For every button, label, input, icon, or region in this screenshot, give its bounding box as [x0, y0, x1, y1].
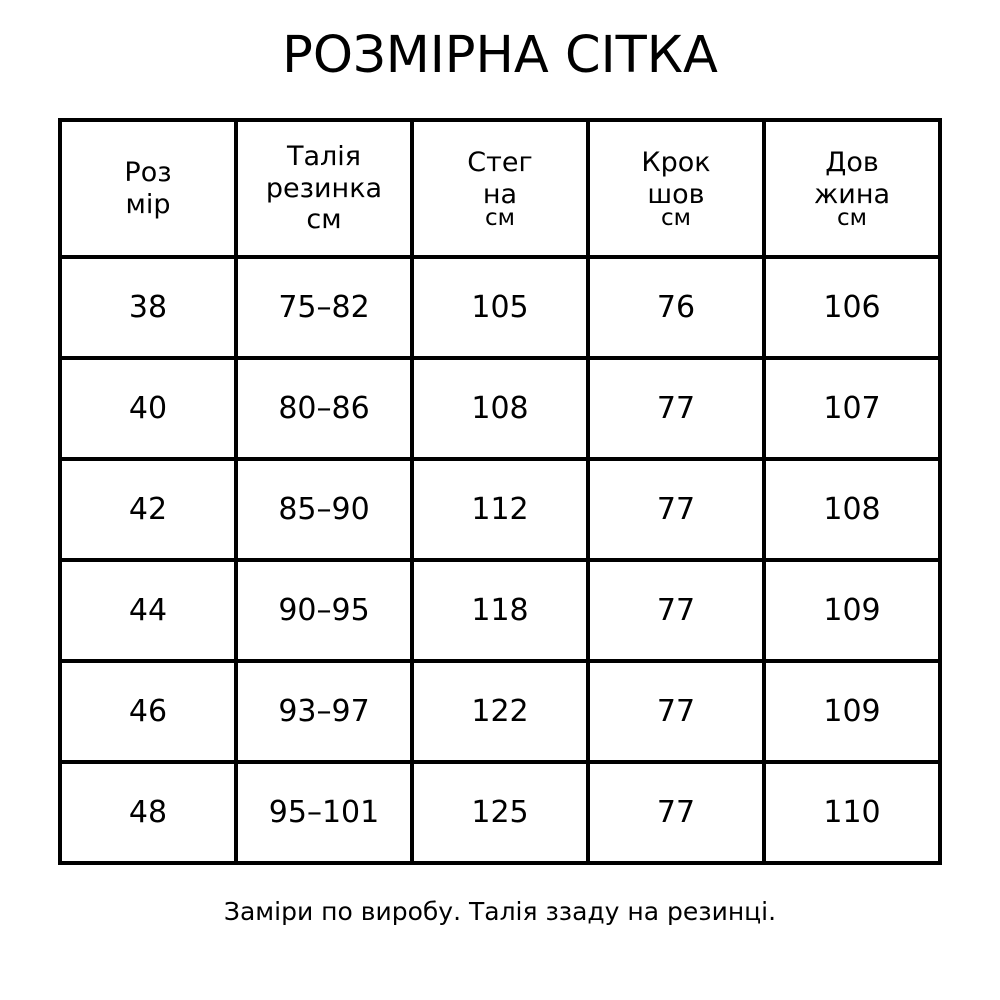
cell-inseam: 77 [588, 661, 764, 762]
cell-hips: 112 [412, 459, 588, 560]
cell-length: 109 [764, 560, 940, 661]
cell-hips: 125 [412, 762, 588, 863]
cell-size: 48 [60, 762, 236, 863]
header-cell-length [764, 120, 940, 257]
cell-waist: 93–97 [236, 661, 412, 762]
table-row [60, 762, 940, 863]
header-line: Крок [641, 146, 711, 178]
header-line: шов [647, 178, 705, 210]
cell-length: 106 [764, 257, 940, 358]
cell-size: 46 [60, 661, 236, 762]
cell-hips: 118 [412, 560, 588, 661]
measurement-note: Заміри по виробу. Талія ззаду на резинці. [223, 897, 777, 926]
cell-length: 110 [764, 762, 940, 863]
cell-waist: 80–86 [236, 358, 412, 459]
cell-inseam: 76 [588, 257, 764, 358]
header-cell-inseam [588, 120, 764, 257]
header-line: резинка [265, 172, 383, 204]
header-line: на [482, 178, 518, 210]
cell-length: 109 [764, 661, 940, 762]
cell-hips: 108 [412, 358, 588, 459]
cell-waist: 85–90 [236, 459, 412, 560]
cell-inseam: 77 [588, 459, 764, 560]
table-row [60, 358, 940, 459]
cell-inseam: 77 [588, 358, 764, 459]
cell-inseam: 77 [588, 762, 764, 863]
header-line: жина [813, 178, 891, 210]
header-line: мір [125, 188, 171, 220]
cell-size: 38 [60, 257, 236, 358]
cell-length: 107 [764, 358, 940, 459]
cell-inseam: 77 [588, 560, 764, 661]
header-cell-waist [236, 120, 412, 257]
cell-size: 40 [60, 358, 236, 459]
header-line: Дов [825, 146, 879, 178]
table-row [60, 459, 940, 560]
header-unit: см [661, 205, 691, 232]
table-row [60, 560, 940, 661]
header-line: Талія [286, 140, 362, 172]
table-row [60, 257, 940, 358]
page-title: РОЗМІРНА СІТКА [282, 26, 718, 85]
cell-hips: 122 [412, 661, 588, 762]
cell-waist: 95–101 [236, 762, 412, 863]
cell-length: 108 [764, 459, 940, 560]
header-cell-size [60, 120, 236, 257]
cell-hips: 105 [412, 257, 588, 358]
size-table [58, 118, 942, 865]
header-unit: см [485, 205, 515, 232]
header-line: см [306, 204, 342, 236]
header-unit: см [837, 205, 867, 232]
cell-size: 42 [60, 459, 236, 560]
cell-size: 44 [60, 560, 236, 661]
header-cell-hips [412, 120, 588, 257]
table-header-row [60, 120, 940, 257]
header-line: Роз [124, 156, 172, 188]
cell-waist: 90–95 [236, 560, 412, 661]
cell-waist: 75–82 [236, 257, 412, 358]
header-line: Стег [467, 146, 533, 178]
table-row [60, 661, 940, 762]
